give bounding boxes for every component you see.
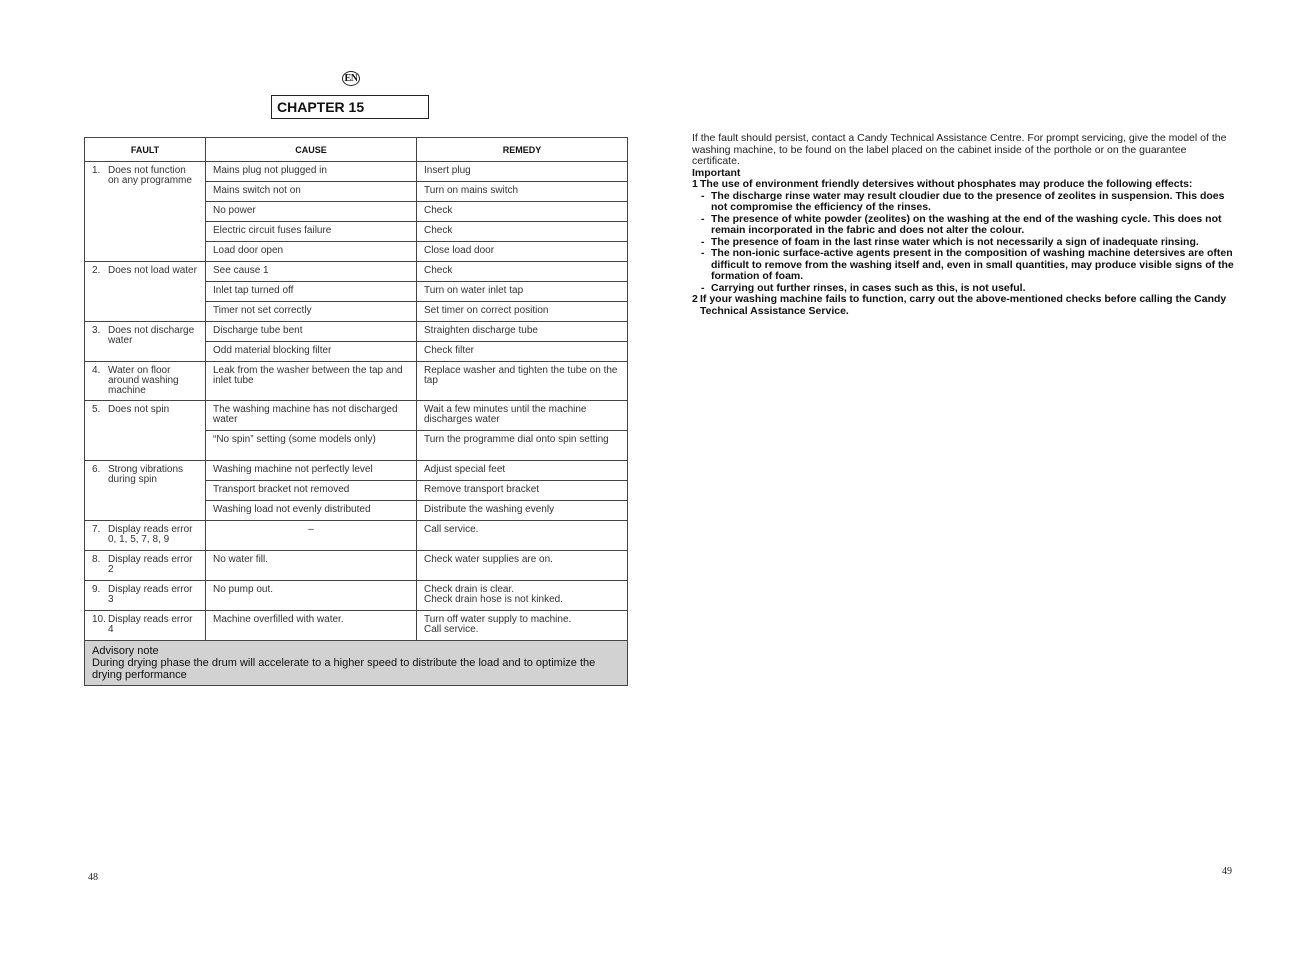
cause-cell: Machine overfilled with water. bbox=[206, 611, 417, 641]
fault-cell bbox=[85, 611, 206, 641]
cause-cell: Mains plug not plugged in bbox=[206, 162, 417, 182]
cause-cell: No pump out. bbox=[206, 581, 417, 611]
fault-number: 10. bbox=[92, 614, 106, 625]
cause-cell: See cause 1 bbox=[206, 262, 417, 282]
fault-text: Does not function on any programme bbox=[108, 165, 192, 186]
cause-cell: No water fill. bbox=[206, 551, 417, 581]
page-number-right: 49 bbox=[1222, 866, 1232, 877]
fault-text: Display reads error 3 bbox=[108, 584, 193, 605]
fault-number: 1. bbox=[92, 165, 101, 176]
table-row bbox=[85, 401, 628, 431]
effect-item bbox=[692, 191, 1237, 214]
table-header-row bbox=[85, 138, 628, 162]
header-fault: FAULT bbox=[85, 138, 206, 162]
fault-text: Display reads error 4 bbox=[108, 614, 193, 635]
remedy-cell: Replace washer and tighten the tube on the tap bbox=[417, 362, 628, 401]
fault-number: 6. bbox=[92, 464, 101, 475]
remedy-cell: Check bbox=[417, 262, 628, 282]
advisory-row bbox=[85, 641, 628, 686]
dash-bullet-icon: - bbox=[701, 281, 705, 294]
cause-cell: Odd material blocking filter bbox=[206, 342, 417, 362]
table-row bbox=[85, 262, 628, 282]
remedy-cell: Set timer on correct position bbox=[417, 302, 628, 322]
fault-number: 4. bbox=[92, 365, 101, 376]
fault-cell bbox=[85, 262, 206, 322]
remedy-cell: Check drain is clear. Check drain hose is not kinked. bbox=[417, 581, 628, 611]
cause-cell: Mains switch not on bbox=[206, 182, 417, 202]
remedy-cell: Call service. bbox=[417, 521, 628, 551]
fault-cell bbox=[85, 322, 206, 362]
fault-text: Display reads error 2 bbox=[108, 554, 193, 575]
remedy-cell: Straighten discharge tube bbox=[417, 322, 628, 342]
chapter-title: CHAPTER 15 bbox=[271, 95, 429, 119]
list-item-1 bbox=[692, 179, 1237, 191]
effect-item bbox=[692, 214, 1237, 237]
fault-cell bbox=[85, 521, 206, 551]
cause-cell: Leak from the washer between the tap and inlet tube bbox=[206, 362, 417, 401]
table-row bbox=[85, 551, 628, 581]
fault-number: 2. bbox=[92, 265, 101, 276]
table-row bbox=[85, 521, 628, 551]
advisory-text: During drying phase the drum will accelerate to a higher speed to distribute the load and to optimize the drying performance bbox=[92, 657, 596, 681]
fault-table bbox=[84, 137, 628, 686]
fault-text: Does not spin bbox=[108, 404, 170, 415]
fault-number: 3. bbox=[92, 325, 101, 336]
cause-cell: Washing machine not perfectly level bbox=[206, 461, 417, 481]
remedy-cell: Check filter bbox=[417, 342, 628, 362]
fault-cell bbox=[85, 401, 206, 461]
fault-cell bbox=[85, 581, 206, 611]
effect-text: The presence of foam in the last rinse water which is not necessarily a sign of inadequate rinsing. bbox=[711, 235, 1199, 248]
cause-cell: – bbox=[206, 521, 417, 551]
remedy-cell: Insert plug bbox=[417, 162, 628, 182]
cause-cell: No power bbox=[206, 202, 417, 222]
fault-cell bbox=[85, 362, 206, 401]
fault-cell bbox=[85, 551, 206, 581]
advisory-title: Advisory note bbox=[92, 645, 159, 657]
table-row bbox=[85, 611, 628, 641]
remedy-cell: Adjust special feet bbox=[417, 461, 628, 481]
fault-number: 7. bbox=[92, 524, 101, 535]
list-item-1-text: The use of environment friendly detersives without phosphates may produce the following effects: bbox=[700, 178, 1193, 190]
fault-number: 9. bbox=[92, 584, 101, 595]
intro-paragraph: If the fault should persist, contact a Candy Technical Assistance Centre. For prompt servicing, give the model of the washing machine, to be found on the label placed on the cabinet inside of the porthole or on the guarantee certificate. bbox=[692, 132, 1227, 167]
fault-text: Strong vibrations during spin bbox=[108, 464, 184, 485]
dash-bullet-icon: - bbox=[701, 247, 705, 259]
effect-text: Carrying out further rinses, in cases such as this, is not useful. bbox=[711, 281, 1026, 294]
fault-table-body bbox=[85, 162, 628, 641]
remedy-cell: Close load door bbox=[417, 242, 628, 262]
advisory-note bbox=[85, 641, 628, 686]
effect-text: The discharge rinse water may result cloudier due to the presence of zeolites in suspension. This does not compromise the efficiency of the rinses. bbox=[711, 189, 1225, 213]
cause-cell: Washing load not evenly distributed bbox=[206, 501, 417, 521]
remedy-cell: Turn off water supply to machine. Call service. bbox=[417, 611, 628, 641]
fault-text: Does not discharge water bbox=[108, 325, 195, 346]
list-item-1-number: 1 bbox=[692, 178, 698, 190]
remedy-cell: Turn on water inlet tap bbox=[417, 282, 628, 302]
cause-cell: Electric circuit fuses failure bbox=[206, 222, 417, 242]
table-row bbox=[85, 322, 628, 342]
fault-text: Water on floor around washing machine bbox=[108, 365, 179, 396]
list-item-2-text: If your washing machine fails to function, carry out the above-mentioned checks before calling the Candy Technical Assistance Service. bbox=[700, 293, 1227, 317]
fault-number: 8. bbox=[92, 554, 101, 565]
dash-bullet-icon: - bbox=[701, 235, 705, 248]
cause-cell: Timer not set correctly bbox=[206, 302, 417, 322]
remedy-cell: Distribute the washing evenly bbox=[417, 501, 628, 521]
cause-cell: Discharge tube bent bbox=[206, 322, 417, 342]
remedy-cell: Turn on mains switch bbox=[417, 182, 628, 202]
important-heading: Important bbox=[692, 166, 741, 179]
cause-cell: “No spin” setting (some models only) bbox=[206, 431, 417, 461]
cause-cell: Inlet tap turned off bbox=[206, 282, 417, 302]
list-item-2-number: 2 bbox=[692, 293, 698, 305]
table-row bbox=[85, 362, 628, 401]
list-item-2 bbox=[692, 294, 1237, 317]
right-page-text bbox=[692, 133, 1237, 317]
cause-cell: Load door open bbox=[206, 242, 417, 262]
fault-cell bbox=[85, 162, 206, 262]
remedy-cell: Check water supplies are on. bbox=[417, 551, 628, 581]
fault-text: Display reads error 0, 1, 5, 7, 8, 9 bbox=[108, 524, 193, 545]
header-cause: CAUSE bbox=[206, 138, 417, 162]
remedy-cell: Wait a few minutes until the machine discharges water bbox=[417, 401, 628, 431]
remedy-cell: Remove transport bracket bbox=[417, 481, 628, 501]
table-row bbox=[85, 581, 628, 611]
remedy-cell: Check bbox=[417, 202, 628, 222]
effect-item bbox=[692, 248, 1237, 283]
fault-text: Does not load water bbox=[108, 265, 197, 276]
header-remedy: REMEDY bbox=[417, 138, 628, 162]
table-row bbox=[85, 461, 628, 481]
page-number-left: 48 bbox=[88, 872, 98, 883]
table-row bbox=[85, 162, 628, 182]
effect-text: The presence of white powder (zeolites) on the washing at the end of the washing cycle. This does not remain incorporated in the fabric and does not alter the colour. bbox=[711, 212, 1222, 236]
fault-number: 5. bbox=[92, 404, 101, 415]
effects-list bbox=[692, 191, 1237, 295]
cause-cell: The washing machine has not discharged water bbox=[206, 401, 417, 431]
remedy-cell: Check bbox=[417, 222, 628, 242]
fault-cell bbox=[85, 461, 206, 521]
dash-bullet-icon: - bbox=[701, 189, 705, 202]
remedy-cell: Turn the programme dial onto spin setting bbox=[417, 431, 628, 461]
language-badge: EN bbox=[342, 71, 360, 86]
dash-bullet-icon: - bbox=[701, 212, 705, 225]
effect-text: The non-ionic surface-active agents present in the composition of washing machine detersives are often difficult to remove from the washing itself and, even in small quantities, may produce visible signs of the formation of foam. bbox=[711, 247, 1234, 282]
cause-cell: Transport bracket not removed bbox=[206, 481, 417, 501]
